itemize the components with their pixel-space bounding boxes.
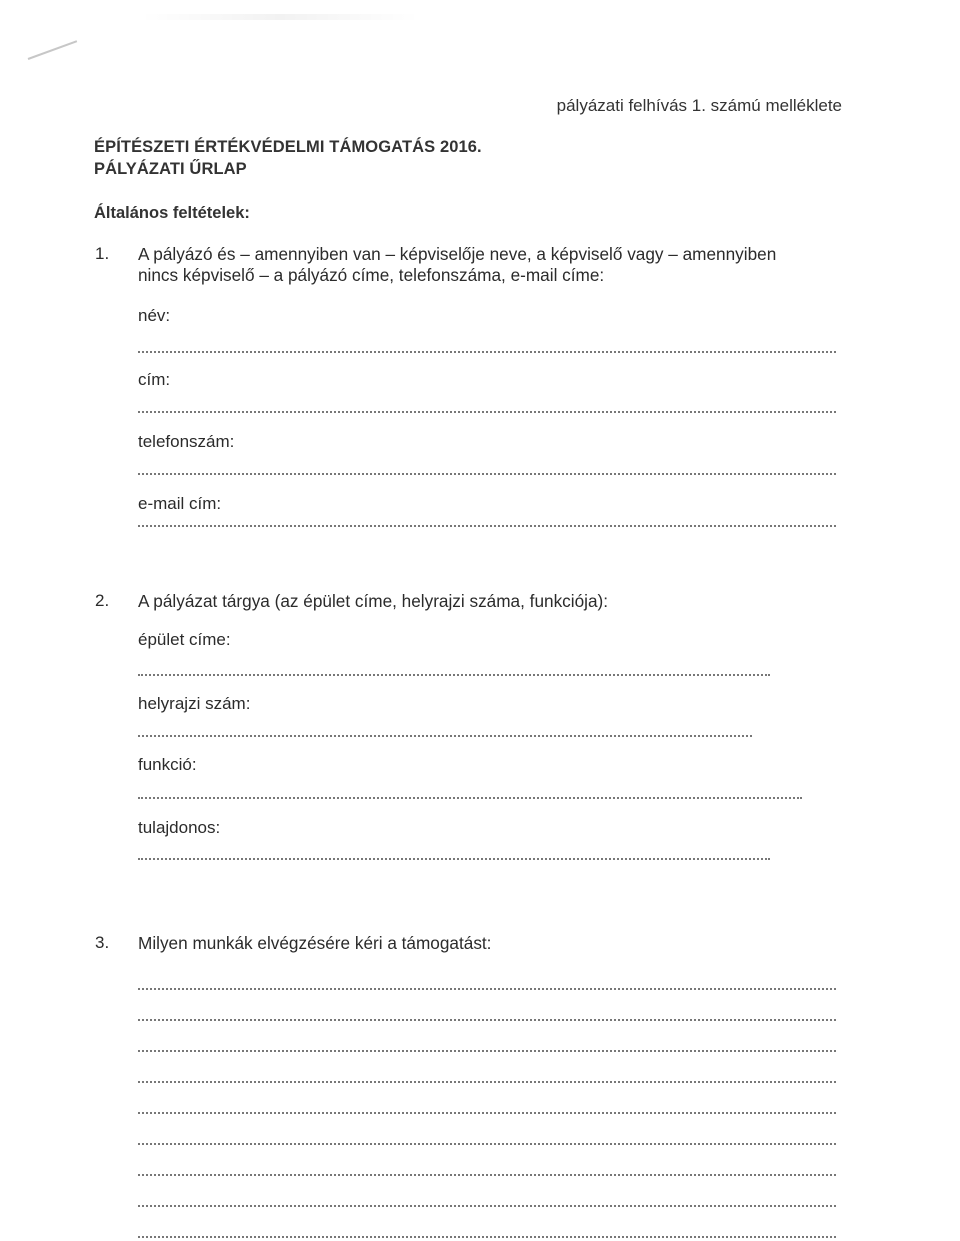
field-line-funkcio[interactable]: [138, 797, 802, 799]
field-label-helyrajzi-szam: helyrajzi szám:: [138, 694, 251, 713]
field-label-cim: cím:: [138, 370, 171, 389]
question-2-number: 2.: [95, 591, 110, 610]
field-label-telefonszam: telefonszám:: [138, 432, 235, 451]
field-line-tulajdonos[interactable]: [138, 858, 770, 860]
field-line-email[interactable]: [138, 525, 836, 527]
field-label-tulajdonos: tulajdonos:: [138, 818, 221, 837]
field-line-nev[interactable]: [138, 351, 836, 353]
field-line-helyrajzi-szam[interactable]: [138, 735, 752, 737]
attachment-note: pályázati felhívás 1. számú melléklete: [556, 96, 842, 115]
field-label-epulet-cime: épület címe:: [138, 630, 231, 649]
question-1-text: [138, 244, 818, 286]
field-label-email: e-mail cím:: [138, 494, 222, 513]
answer-line[interactable]: [138, 1205, 836, 1207]
answer-line[interactable]: [138, 1081, 836, 1083]
field-line-telefonszam[interactable]: [138, 473, 836, 475]
field-label-nev: név:: [138, 306, 171, 325]
scan-smudge: [140, 14, 420, 20]
question-1-line-1: A pályázó és – amennyiben van – képviselője neve, a képviselő vagy – amennyiben: [138, 244, 777, 264]
answer-line[interactable]: [138, 988, 836, 990]
form-title: ÉPÍTÉSZETI ÉRTÉKVÉDELMI TÁMOGATÁS 2016.: [94, 138, 482, 156]
answer-line[interactable]: [138, 1236, 836, 1238]
answer-line[interactable]: [138, 1050, 836, 1052]
question-3-number: 3.: [95, 933, 110, 952]
question-1-line-2: nincs képviselő – a pályázó címe, telefonszáma, e-mail címe:: [138, 265, 605, 285]
field-line-epulet-cime[interactable]: [138, 674, 770, 676]
scan-mark: [28, 40, 78, 60]
field-line-cim[interactable]: [138, 411, 836, 413]
question-1-number: 1.: [95, 244, 110, 263]
answer-line[interactable]: [138, 1174, 836, 1176]
form-subtitle: PÁLYÁZATI ŰRLAP: [94, 160, 247, 178]
section-heading: Általános feltételek:: [94, 204, 250, 222]
question-2-text: A pályázat tárgya (az épület címe, helyrajzi száma, funkciója):: [138, 591, 609, 611]
question-3-text: Milyen munkák elvégzésére kéri a támogatást:: [138, 933, 492, 953]
answer-line[interactable]: [138, 1143, 836, 1145]
field-label-funkcio: funkció:: [138, 755, 197, 774]
answer-line[interactable]: [138, 1112, 836, 1114]
answer-line[interactable]: [138, 1019, 836, 1021]
